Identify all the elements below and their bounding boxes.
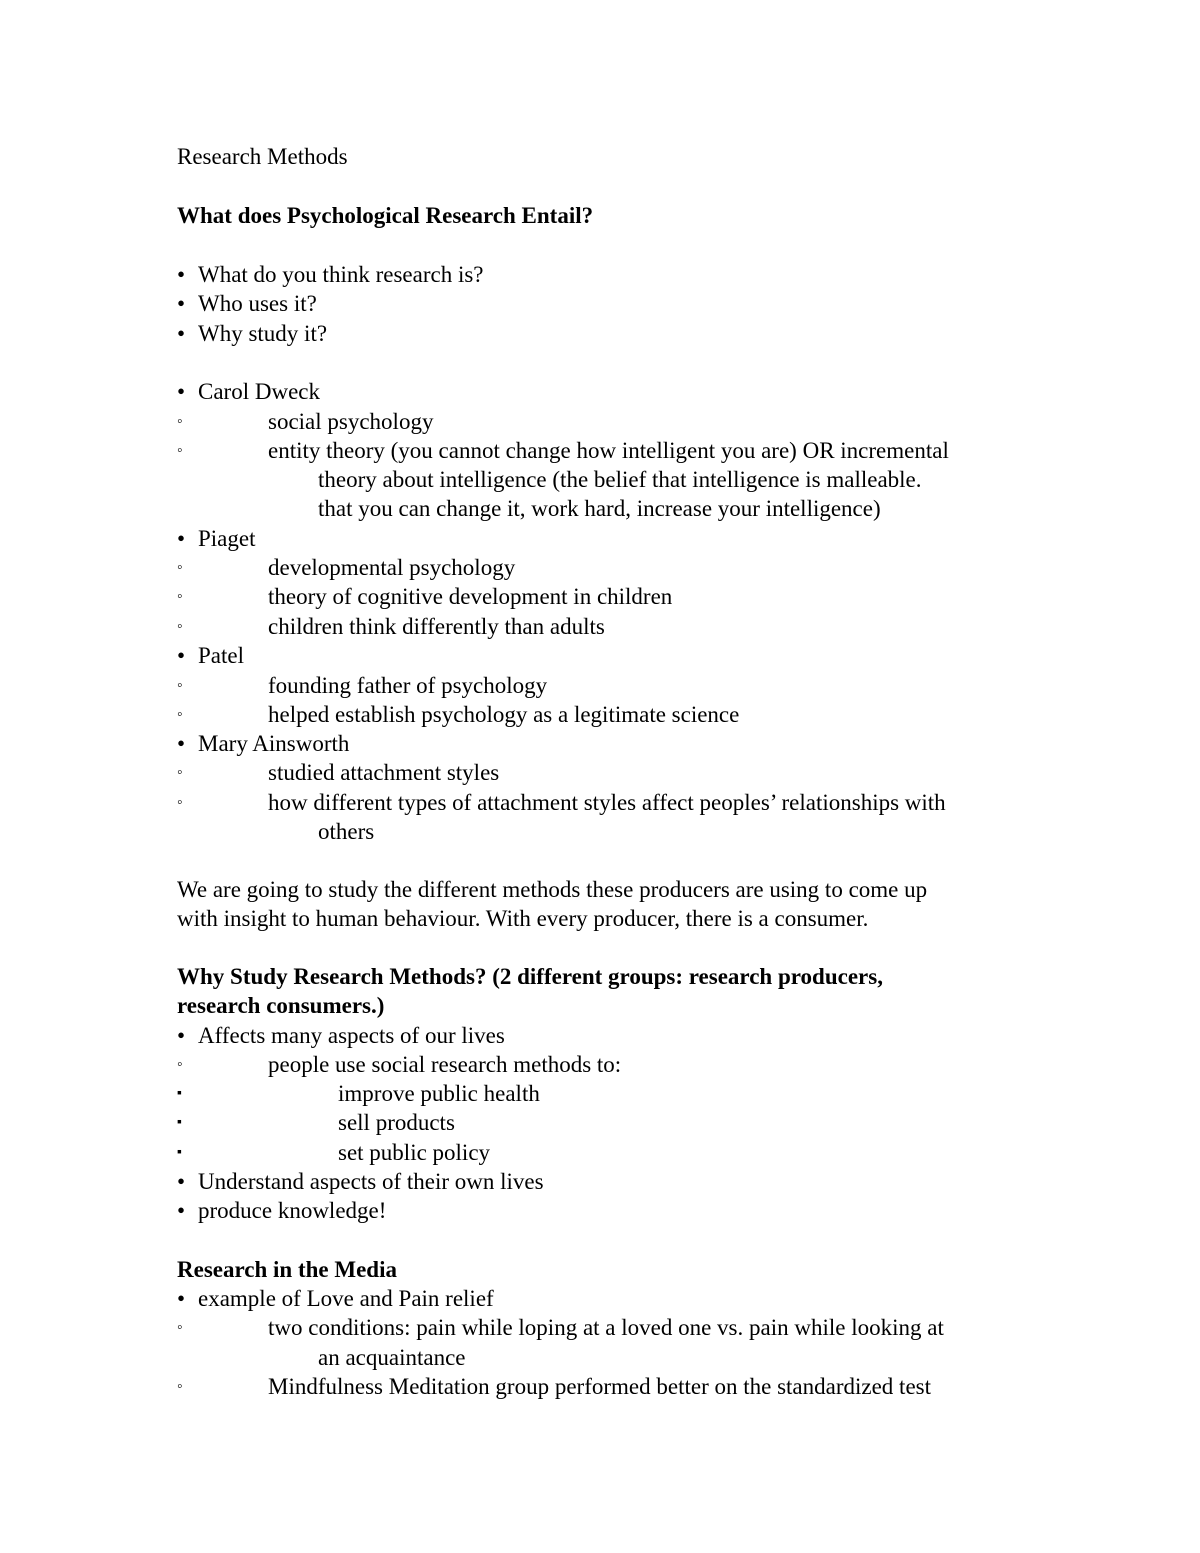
list-item-person: Mary Ainsworth	[198, 731, 350, 756]
sub-list-item: developmental psychology	[268, 555, 516, 580]
document-title: Research Methods	[177, 144, 348, 169]
sub-sub-bullet-marker: ▪	[177, 1145, 182, 1160]
bullet-marker: •	[177, 291, 186, 316]
sub-list-item: entity theory (you cannot change how intelligent you are) OR incremental	[268, 438, 949, 463]
bullet-marker: •	[177, 1286, 186, 1311]
sub-bullet-marker: ◦	[177, 618, 183, 635]
sub-bullet-marker: ◦	[177, 559, 183, 576]
list-item-person: Carol Dweck	[198, 379, 320, 404]
sub-sub-bullet-marker: ▪	[177, 1115, 182, 1130]
sub-list-item: studied attachment styles	[268, 760, 500, 785]
bullet-marker: •	[177, 379, 186, 404]
sub-list-item-continuation: theory about intelligence (the belief that intelligence is malleable.	[318, 467, 922, 492]
sub-bullet-marker: ◦	[177, 588, 183, 605]
sub-list-item: two conditions: pain while loping at a loved one vs. pain while looking at	[268, 1315, 944, 1340]
section-heading-why-study-cont: research consumers.)	[177, 993, 385, 1018]
sub-bullet-marker: ◦	[177, 413, 183, 430]
sub-bullet-marker: ◦	[177, 764, 183, 781]
list-item: Why study it?	[198, 321, 328, 346]
bullet-marker: •	[177, 321, 186, 346]
list-item: What do you think research is?	[198, 262, 484, 287]
sub-bullet-marker: ◦	[177, 1378, 183, 1395]
sub-bullet-marker: ◦	[177, 706, 183, 723]
list-item: Understand aspects of their own lives	[198, 1169, 544, 1194]
list-item: produce knowledge!	[198, 1198, 387, 1223]
sub-sub-bullet-marker: ▪	[177, 1086, 182, 1101]
section-heading-media: Research in the Media	[177, 1257, 397, 1282]
bullet-marker: •	[177, 643, 186, 668]
section-heading-psych-research: What does Psychological Research Entail?	[177, 203, 594, 228]
section-heading-why-study: Why Study Research Methods? (2 different groups: research producers,	[177, 964, 883, 989]
list-item-person: Patel	[198, 643, 244, 668]
sub-list-item: people use social research methods to:	[268, 1052, 622, 1077]
bullet-marker: •	[177, 526, 186, 551]
sub-list-item: children think differently than adults	[268, 614, 605, 639]
sub-list-item: Mindfulness Meditation group performed better on the standardized test	[268, 1374, 931, 1399]
sub-sub-list-item: improve public health	[338, 1081, 540, 1106]
sub-list-item: social psychology	[268, 409, 434, 434]
sub-bullet-marker: ◦	[177, 677, 183, 694]
sub-bullet-marker: ◦	[177, 1056, 183, 1073]
sub-list-item-continuation: that you can change it, work hard, increase your intelligence)	[318, 496, 881, 521]
list-item: Who uses it?	[198, 291, 317, 316]
sub-sub-list-item: set public policy	[338, 1140, 491, 1165]
bullet-marker: •	[177, 1023, 186, 1048]
sub-list-item: founding father of psychology	[268, 673, 548, 698]
bullet-marker: •	[177, 1169, 186, 1194]
sub-bullet-marker: ◦	[177, 442, 183, 459]
bullet-marker: •	[177, 262, 186, 287]
sub-list-item: helped establish psychology as a legitimate science	[268, 702, 740, 727]
sub-list-item: how different types of attachment styles affect peoples’ relationships with	[268, 790, 946, 815]
list-item-person: Piaget	[198, 526, 256, 551]
sub-list-item-continuation: an acquaintance	[318, 1345, 466, 1370]
sub-list-item-continuation: others	[318, 819, 375, 844]
sub-list-item: theory of cognitive development in children	[268, 584, 673, 609]
bullet-marker: •	[177, 731, 186, 756]
sub-sub-list-item: sell products	[338, 1110, 455, 1135]
paragraph-line: We are going to study the different methods these producers are using to come up	[177, 877, 928, 902]
bullet-marker: •	[177, 1198, 186, 1223]
paragraph-line: with insight to human behaviour. With every producer, there is a consumer.	[177, 906, 869, 931]
list-item: Affects many aspects of our lives	[198, 1023, 505, 1048]
sub-bullet-marker: ◦	[177, 794, 183, 811]
sub-bullet-marker: ◦	[177, 1319, 183, 1336]
list-item: example of Love and Pain relief	[198, 1286, 494, 1311]
